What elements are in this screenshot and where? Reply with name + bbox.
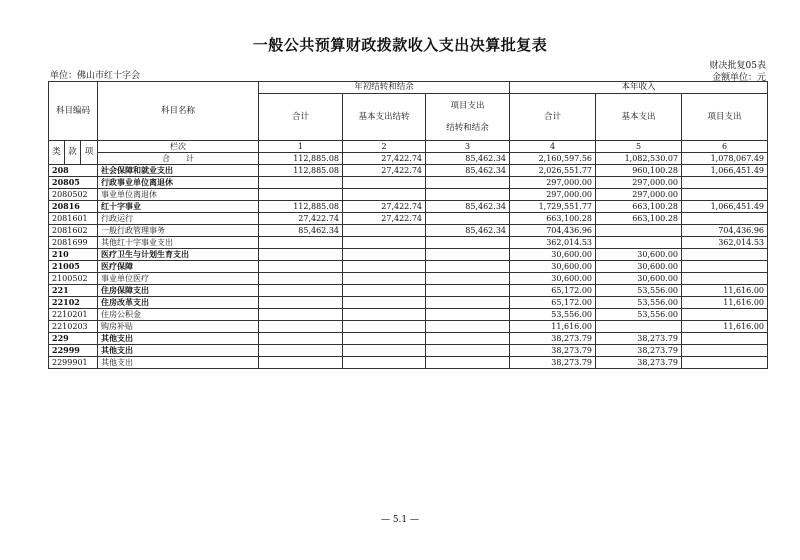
subject-code: 22102 <box>49 297 98 309</box>
amount-cell: 53,556.00 <box>596 309 682 321</box>
amount-cell <box>343 285 426 297</box>
amount-cell: 27,422.74 <box>343 213 426 225</box>
subject-code: 20805 <box>49 177 98 189</box>
budget-table <box>48 81 768 369</box>
amount-cell: 38,273.79 <box>510 333 596 345</box>
amount-cell <box>596 321 682 333</box>
amount-cell <box>343 225 426 237</box>
amount-cell <box>426 297 510 309</box>
page-number: — 5.1 — <box>380 515 420 525</box>
amount-cell: 11,616.00 <box>510 321 596 333</box>
amount-cell <box>426 249 510 261</box>
amount-cell <box>343 333 426 345</box>
sum-cell: 112,885.08 <box>259 153 343 165</box>
amount-cell: 11,616.00 <box>682 297 768 309</box>
amount-cell: 704,436.96 <box>682 225 768 237</box>
amount-cell: 30,600.00 <box>596 273 682 285</box>
amount-cell: 663,100.28 <box>510 213 596 225</box>
amount-cell: 112,885.08 <box>259 201 343 213</box>
table-row <box>49 333 768 345</box>
amount-cell <box>259 261 343 273</box>
amount-unit: 金额单位：元 <box>711 73 766 83</box>
amount-cell <box>259 273 343 285</box>
header-carry-total: 合计 <box>259 94 343 141</box>
amount-cell <box>343 249 426 261</box>
subject-code: 21005 <box>49 261 98 273</box>
amount-cell <box>682 261 768 273</box>
amount-cell <box>259 297 343 309</box>
amount-cell: 112,885.08 <box>259 165 343 177</box>
amount-cell: 2,026,551.77 <box>510 165 596 177</box>
table-row <box>49 357 768 369</box>
subject-code: 210 <box>49 249 98 261</box>
amount-cell <box>259 345 343 357</box>
amount-cell: 30,600.00 <box>510 249 596 261</box>
amount-cell <box>426 213 510 225</box>
amount-cell: 65,172.00 <box>510 285 596 297</box>
table-row <box>49 285 768 297</box>
amount-cell <box>682 273 768 285</box>
header-subject-name: 科目名称 <box>98 82 259 141</box>
subject-code: 221 <box>49 285 98 297</box>
amount-cell <box>343 273 426 285</box>
subject-code: 2081699 <box>49 237 98 249</box>
amount-cell <box>343 189 426 201</box>
subject-name: 一般行政管理事务 <box>98 225 259 237</box>
amount-cell <box>343 357 426 369</box>
amount-cell <box>426 345 510 357</box>
amount-cell <box>259 249 343 261</box>
table-row <box>49 189 768 201</box>
amount-cell: 297,000.00 <box>510 189 596 201</box>
form-code: 财决批复05表 <box>709 61 766 71</box>
amount-cell <box>259 309 343 321</box>
table-row <box>49 273 768 285</box>
sum-cell: 2,160,597.56 <box>510 153 596 165</box>
amount-cell: 297,000.00 <box>596 189 682 201</box>
amount-cell: 362,014.53 <box>682 237 768 249</box>
subject-name: 医疗保障 <box>98 261 259 273</box>
amount-cell <box>343 321 426 333</box>
subject-code: 2299901 <box>49 357 98 369</box>
table-row <box>49 177 768 189</box>
header-class: 类 <box>49 141 65 165</box>
column-index-label: 栏次 <box>98 141 259 153</box>
amount-cell <box>343 345 426 357</box>
subject-name: 其他支出 <box>98 345 259 357</box>
amount-cell <box>682 249 768 261</box>
report-title: 一般公共预算财政拨款收入支出决算批复表 <box>252 36 548 54</box>
amount-cell <box>596 237 682 249</box>
amount-cell: 85,462.34 <box>426 201 510 213</box>
header-income-total: 合计 <box>510 94 596 141</box>
amount-cell: 53,556.00 <box>596 285 682 297</box>
table-row <box>49 237 768 249</box>
amount-cell <box>682 309 768 321</box>
subject-code: 2080502 <box>49 189 98 201</box>
amount-cell <box>426 273 510 285</box>
table-row <box>49 321 768 333</box>
amount-cell <box>426 261 510 273</box>
amount-cell: 362,014.53 <box>510 237 596 249</box>
table-row <box>49 213 768 225</box>
amount-cell <box>259 189 343 201</box>
subject-code: 22999 <box>49 345 98 357</box>
table-row <box>49 309 768 321</box>
amount-cell <box>343 237 426 249</box>
subject-code: 2210201 <box>49 309 98 321</box>
amount-cell: 85,462.34 <box>426 225 510 237</box>
table-row <box>49 345 768 357</box>
subject-name: 红十字事业 <box>98 201 259 213</box>
sum-cell: 27,422.74 <box>343 153 426 165</box>
amount-cell: 297,000.00 <box>596 177 682 189</box>
header-project-exp: 项目支出 <box>682 94 768 141</box>
sum-row <box>49 153 768 165</box>
unit-label: 单位：佛山市红十字会 <box>50 71 141 81</box>
amount-cell: 38,273.79 <box>596 357 682 369</box>
subject-code: 2081601 <box>49 213 98 225</box>
subject-name: 住房改革支出 <box>98 297 259 309</box>
amount-cell <box>682 213 768 225</box>
amount-cell <box>682 333 768 345</box>
col-number: 5 <box>596 141 682 153</box>
amount-cell <box>682 177 768 189</box>
header-project-carry <box>426 94 510 141</box>
amount-cell: 1,066,451.49 <box>682 201 768 213</box>
header-project-carry-line1: 项目支出 <box>450 101 485 111</box>
subject-name: 医疗卫生与计划生育支出 <box>98 249 259 261</box>
amount-cell <box>682 357 768 369</box>
sum-cell: 1,082,530.07 <box>596 153 682 165</box>
header-section: 款 <box>65 141 81 165</box>
amount-cell <box>426 237 510 249</box>
amount-cell <box>426 189 510 201</box>
header-row-1 <box>49 82 768 94</box>
amount-cell: 30,600.00 <box>596 261 682 273</box>
amount-cell <box>426 177 510 189</box>
table-row <box>49 261 768 273</box>
amount-cell: 30,600.00 <box>510 273 596 285</box>
amount-cell: 65,172.00 <box>510 297 596 309</box>
amount-cell: 30,600.00 <box>510 261 596 273</box>
amount-cell: 27,422.74 <box>259 213 343 225</box>
amount-cell <box>682 345 768 357</box>
header-basic-exp: 基本支出 <box>596 94 682 141</box>
subject-code: 208 <box>49 165 98 177</box>
amount-cell <box>426 357 510 369</box>
column-index-row <box>49 141 768 153</box>
subject-name: 其他支出 <box>98 333 259 345</box>
table-row <box>49 297 768 309</box>
subject-code: 2100502 <box>49 273 98 285</box>
subject-name: 购房补贴 <box>98 321 259 333</box>
subject-code: 2081602 <box>49 225 98 237</box>
subject-name: 行政事业单位离退休 <box>98 177 259 189</box>
amount-cell <box>259 357 343 369</box>
amount-cell: 704,436.96 <box>510 225 596 237</box>
amount-cell <box>259 285 343 297</box>
amount-cell: 30,600.00 <box>596 249 682 261</box>
amount-cell: 53,556.00 <box>510 309 596 321</box>
amount-cell: 1,066,451.49 <box>682 165 768 177</box>
col-number: 2 <box>343 141 426 153</box>
amount-cell <box>426 321 510 333</box>
amount-cell <box>596 225 682 237</box>
amount-cell: 53,556.00 <box>596 297 682 309</box>
subject-name: 其他红十字事业支出 <box>98 237 259 249</box>
amount-cell: 38,273.79 <box>510 345 596 357</box>
amount-cell <box>259 333 343 345</box>
col-number: 4 <box>510 141 596 153</box>
header-item: 项 <box>81 141 98 165</box>
subject-name: 住房保障支出 <box>98 285 259 297</box>
amount-cell: 297,000.00 <box>510 177 596 189</box>
subject-code: 229 <box>49 333 98 345</box>
amount-cell <box>682 189 768 201</box>
sum-label: 合 计 <box>98 153 259 165</box>
table-row <box>49 201 768 213</box>
header-basic-carry: 基本支出结转 <box>343 94 426 141</box>
amount-cell <box>343 177 426 189</box>
amount-cell <box>426 309 510 321</box>
amount-cell: 1,729,551.77 <box>510 201 596 213</box>
subject-name: 其他支出 <box>98 357 259 369</box>
subject-name: 住房公积金 <box>98 309 259 321</box>
table-row <box>49 249 768 261</box>
amount-cell <box>343 297 426 309</box>
amount-cell: 38,273.79 <box>510 357 596 369</box>
sum-cell: 1,078,067.49 <box>682 153 768 165</box>
amount-cell: 38,273.79 <box>596 345 682 357</box>
subject-name: 事业单位医疗 <box>98 273 259 285</box>
amount-cell <box>343 309 426 321</box>
header-group-income: 本年收入 <box>510 82 768 94</box>
col-number: 1 <box>259 141 343 153</box>
subject-name: 社会保障和就业支出 <box>98 165 259 177</box>
amount-cell: 663,100.28 <box>596 201 682 213</box>
subject-code: 20816 <box>49 201 98 213</box>
header-project-carry-line2: 结转和结余 <box>446 123 489 133</box>
amount-cell <box>343 261 426 273</box>
sum-cell: 85,462.34 <box>426 153 510 165</box>
amount-cell <box>259 177 343 189</box>
subject-name: 事业单位离退休 <box>98 189 259 201</box>
table-row <box>49 225 768 237</box>
amount-cell: 27,422.74 <box>343 201 426 213</box>
col-number: 3 <box>426 141 510 153</box>
amount-cell: 11,616.00 <box>682 321 768 333</box>
subject-name: 行政运行 <box>98 213 259 225</box>
amount-cell <box>259 321 343 333</box>
table-row <box>49 165 768 177</box>
amount-cell: 38,273.79 <box>596 333 682 345</box>
amount-cell: 27,422.74 <box>343 165 426 177</box>
subject-code: 2210203 <box>49 321 98 333</box>
amount-cell: 85,462.34 <box>426 165 510 177</box>
header-group-carryover: 年初结转和结余 <box>259 82 510 94</box>
amount-cell: 663,100.28 <box>596 213 682 225</box>
amount-cell: 11,616.00 <box>682 285 768 297</box>
amount-cell: 85,462.34 <box>259 225 343 237</box>
header-subject-code: 科目编码 <box>49 82 98 141</box>
amount-cell: 960,100.28 <box>596 165 682 177</box>
amount-cell <box>426 285 510 297</box>
amount-cell <box>259 237 343 249</box>
amount-cell <box>426 333 510 345</box>
col-number: 6 <box>682 141 768 153</box>
